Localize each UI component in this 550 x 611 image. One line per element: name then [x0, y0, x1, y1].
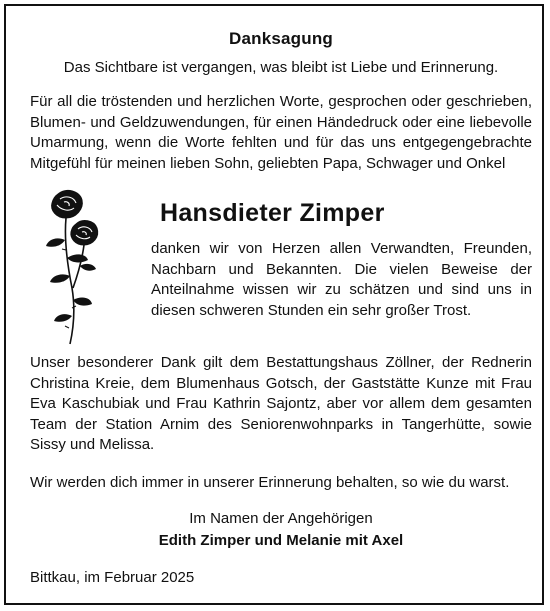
notice-title: Danksagung: [228, 29, 334, 48]
place-date: Bittkau, im Februar 2025: [30, 568, 195, 586]
obituary-content: [30, 22, 532, 588]
thanks-paragraph: danken wir von Herzen allen Verwandten, Freunden, Nachbarn und Bekannten. Die vielen Beweise der Anteilnahme wissen wir zu schätzen und sind uns in diesen schweren Stunden ein sehr großer Trost.: [151, 240, 532, 319]
name-section: [30, 188, 532, 353]
intro-paragraph: Für all die tröstenden und herzlichen Worte, gesprochen oder geschrieben, Blumen- und Geldzuwendungen, für einen Händedruck oder eine liebevolle Umarmung, wenn die Worte fehlten und für das uns entgegengebrachte Mitgefühl für meinen lieben Sohn, geliebten Papa, Schwager und Onkel: [30, 93, 532, 172]
signature-names: Edith Zimper und Melanie mit Axel: [158, 531, 404, 549]
deceased-name: Hansdieter Zimper: [160, 199, 385, 227]
rose-icon: [36, 188, 112, 348]
obituary-card: [4, 4, 544, 605]
special-thanks-paragraph: Unser besonderer Dank gilt dem Bestattungshaus Zöllner, der Rednerin Christina Kreie, dem Blumenhaus Gotsch, der Gaststätte Kunze mit Frau Eva Kaschubiak und Frau Kathrin Sajontz, aber vor allem dem gesamten Team der Station Arnim des Seniorenwohnparks in Tangerhütte, sowie Sissy und Melissa.: [30, 354, 532, 453]
signature-line: Im Namen der Angehörigen: [189, 509, 373, 527]
notice-subtitle: Das Sichtbare ist vergangen, was bleibt ist Liebe und Erinnerung.: [63, 59, 499, 76]
closing-line: Wir werden dich immer in unserer Erinnerung behalten, so wie du warst.: [30, 473, 510, 491]
